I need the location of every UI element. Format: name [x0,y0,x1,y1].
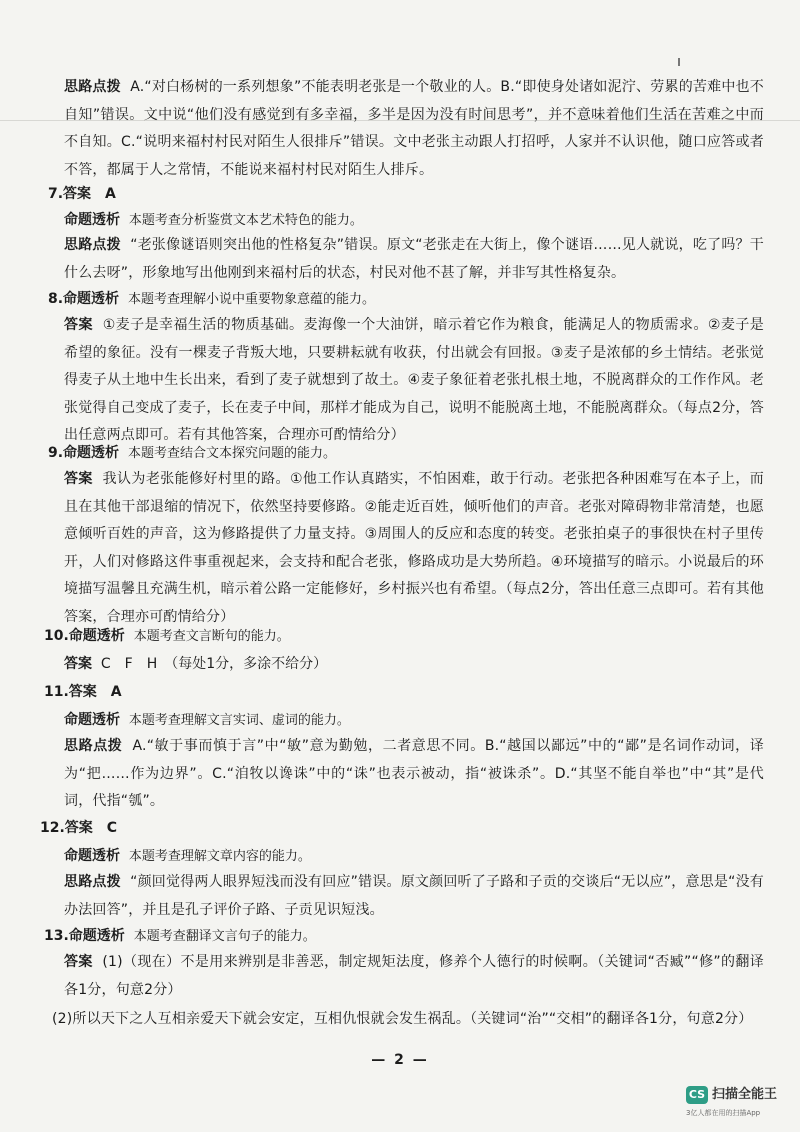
q12-intro: 命题透析 本题考查理解文章内容的能力。 [64,848,311,864]
scan-speck [678,58,680,66]
scanner-watermark [686,1086,796,1126]
q8-header: 8.命题透析 本题考查理解小说中重要物象意蕴的能力。 [48,291,375,307]
q13-answer-1: 答案 (1)（现在）不是用来辨别是非善恶，制定规矩法度，修养个人德行的时候啊。（关键词“否臧”“修”的翻译各1分，句意2分） [64,954,764,998]
q7-analysis: 思路点拨 “老张像谜语则突出他的性格复杂”错误。原文“老张走在大街上，像个谜语……见人就说，吃了吗？干什么去呀”，形象地写出他刚到来福村后的状态，村民对他不甚了解，并非写其性格复杂。 [64,237,764,281]
q11-intro: 命题透析 本题考查理解文言实词、虚词的能力。 [64,712,350,728]
analysis-paragraph-6 [64,74,764,184]
brand-name: 扫描全能王 [712,1087,778,1102]
q9-answer: 答案 我认为老张能修好村里的路。①他工作认真踏实，不怕困难，敢于行动。老张把各种困难写在本子上，而且在其他干部退缩的情况下，依然坚持要修路。②能走近百姓，倾听他们的声音。老张对障碍物非常清楚，也愿意倾听百姓的声音，这为修路提供了力量支持。③周围人的反应和态度的转变。老张拍桌子的事很快在村子里传开，人们对修路这件事重视起来，会支持和配合老张，修路成功是大势所趋。④环境描写的暗示。小说最后的环境描写温馨且充满生机，暗示着公路一定能修好，乡村振兴也有希望。（每点2分，答出任意三点即可。若有其他答案，合理亦可酌情给分） [64,471,764,625]
q10-answer: 答案 C F H （每处1分，多涂不给分） [64,656,328,672]
q9-header: 9.命题透析 本题考查结合文本探究问题的能力。 [48,445,336,461]
q8-answer: 答案 ①麦子是幸福生活的物质基础。麦海像一个大油饼，暗示着它作为粮食，能满足人的物质需求。②麦子是希望的象征。没有一棵麦子背叛大地，只要耕耘就有收获，付出就会有回报。③麦子是浓郁的乡土情结。老张觉得麦子从土地中生长出来，看到了麦子就想到了故土。④麦子象征着老张扎根土地，不脱离群众的工作作风。老张觉得自己变成了麦子，长在麦子中间，那样才能成为自己，说明不能脱离土地，不能脱离群众。（每点2分，答出任意两点即可。若有其他答案，合理亦可酌情给分） [64,317,764,443]
q7-header: 7.答案 A [48,186,116,202]
q13-header: 13.命题透析 本题考查翻译文言句子的能力。 [44,928,316,944]
q7-intro: 命题透析 本题考查分析鉴赏文本艺术特色的能力。 [64,212,363,228]
q10-header: 10.命题透析 本题考查文言断句的能力。 [44,628,290,644]
brand-tagline: 3亿人都在用的扫描App [686,1109,761,1117]
q12-header: 12.答案 C [40,820,118,836]
analysis-label: 思路点拨 [64,79,121,95]
cs-logo-icon: CS [686,1086,708,1104]
analysis-text: A.“对白杨树的一系列想象”不能表明老张是一个敬业的人。B.“即使身处诸如泥泞、劳累的苦难中也不自知”错误。文中说“他们没有感觉到有多幸福，多半是因为没有时间思考”，并不意味着他们生活在苦难之中而不自知。C.“说明来福村村民对陌生人很排斥”错误。文中老张主动跟人打招呼，人家并不认识他，随口应答或者不答，都属于人之常情，不能说来福村村民对陌生人排斥。 [64,79,764,178]
q11-header: 11.答案 A [44,684,122,700]
q12-analysis: 思路点拨 “颜回觉得两人眼界短浅而没有回应”错误。原文颜回听了子路和子贡的交谈后“无以应”，意思是“没有办法回答”，并且是孔子评价子路、子贡见识短浅。 [64,874,764,918]
page-number: — 2 — [371,1052,429,1068]
q11-analysis: 思路点拨 A.“敏于事而慎于言”中“敏”意为勤勉，二者意思不同。B.“越国以鄙远”中的“鄙”是名词作动词，译为“把……作为边界”。C.“洎牧以谗诛”中的“诛”也表示被动，指“被诛杀”。D.“其坚不能自举也”中“其”是代词，代指“瓠”。 [64,738,764,809]
q13-answer-2: (2)所以天下之人互相亲爱天下就会安定，互相仇恨就会发生祸乱。（关键词“治”“交相”的翻译各1分，句意2分） [52,1011,753,1027]
